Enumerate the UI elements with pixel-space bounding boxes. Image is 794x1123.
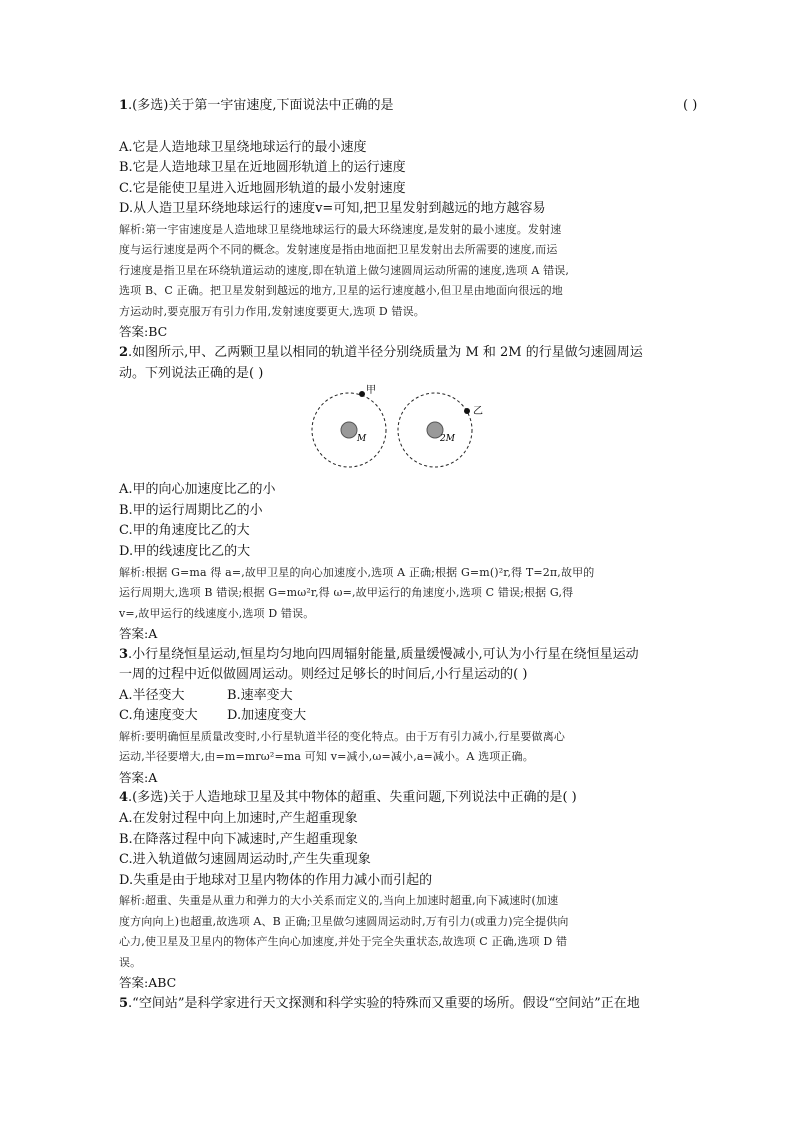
explanation-line: 运行周期大,选项 B 错误;根据 G=mω²r,得 ω=,故甲运行的角速度小,选项 C 错误;根据 G,得: [119, 586, 574, 600]
explanation-line: 方运动时,要克服万有引力作用,发射速度要更大,选项 D 错误。: [119, 304, 425, 318]
question-3-stem: 3.小行星绕恒星运动,恒星均匀地向四周辐射能量,质量缓慢减小,可认为小行星在绕恒星运动: [119, 646, 639, 662]
label-m: M: [357, 434, 367, 445]
question-list: [119, 96, 698, 1014]
explanation-line: 心力,使卫星及卫星内的物体产生向心加速度,并处于完全失重状态,故选项 C 正确,选项 D 错: [119, 935, 568, 949]
planet-m: [341, 422, 357, 438]
option-c: C.角速度变大: [119, 708, 198, 724]
option-d: D.从人造卫星环绕地球运行的速度v=可知,把卫星发射到越远的地方越容易: [119, 201, 546, 217]
question-number: 4: [119, 790, 129, 806]
question-4-stem: 4.(多选)关于人造地球卫星及其中物体的超重、失重问题,下列说法中正确的是( ): [119, 790, 577, 806]
option-a: A.半径变大: [119, 687, 185, 703]
explanation-label: 解析:: [119, 894, 146, 908]
answer-blank: ( ): [683, 98, 698, 113]
orbit-yi: [398, 393, 483, 467]
question-2-stem: 2.如图所示,甲、乙两颗卫星以相同的轨道半径分别绕质量为 M 和 2M 的行星做匀速圆周运: [119, 344, 643, 360]
orbit-jia: [312, 384, 386, 467]
explanation-line: v=,故甲运行的线速度小,选项 D 错误。: [119, 606, 315, 620]
label-jia: 甲: [366, 385, 376, 397]
answer: 答案:ABC: [119, 975, 177, 991]
explanation-line: 解析:第一宇宙速度是人造地球卫星绕地球运行的最大环绕速度,是发射的最小速度。发射速: [119, 222, 562, 236]
option-row: [119, 686, 679, 707]
explanation-line: 解析:根据 G=ma 得 a=,故甲卫星的向心加速度小,选项 A 正确;根据 G=m()²r,得 T=2π,故甲的: [119, 565, 595, 579]
explanation-label: 解析:: [119, 222, 146, 236]
question-number: 5: [119, 995, 129, 1011]
question-3-stem-cont: 一周的过程中近似做圆周运动。则经过足够长的时间后,小行星运动的( ): [119, 667, 528, 683]
satellite-yi: [464, 408, 470, 414]
explanation-line: 运动,半径要增大,由=m=mrω²=ma 可知 v=减小,ω=减小,a=减小。A 选项正确。: [119, 750, 534, 764]
option-b: B.速率变大: [227, 687, 293, 703]
explanation-line: 行速度是指卫星在环绕轨道运动的速度,即在轨道上做匀速圆周运动所需的速度,选项 A 错误,: [119, 263, 570, 277]
explanation-line: 度方向向上)也超重,故选项 A、B 正确;卫星做匀速圆周运动时,万有引力(或重力)完全提供向: [119, 914, 569, 928]
answer: 答案:BC: [119, 324, 168, 340]
option-c: C.它是能使卫星进入近地圆形轨道的最小发射速度: [119, 180, 406, 196]
option-d: D.失重是由于地球对卫星内物体的作用力减小而引起的: [119, 872, 433, 888]
option-a: A.甲的向心加速度比乙的小: [119, 482, 276, 498]
orbit-diagram: [309, 384, 609, 474]
label-yi: 乙: [473, 406, 483, 418]
explanation-line: 选项 B、C 正确。把卫星发射到越远的地方,卫星的运行速度越小,但卫星由地面向很远的地: [119, 284, 563, 298]
option-b: B.它是人造地球卫星在近地圆形轨道上的运行速度: [119, 160, 406, 176]
option-c: C.甲的角速度比乙的大: [119, 523, 250, 539]
option-row: [119, 706, 679, 727]
question-number: 1: [119, 98, 129, 113]
answer: 答案:A: [119, 626, 158, 642]
explanation-line: 度与运行速度是两个不同的概念。发射速度是指由地面把卫星发射出去所需要的速度,而运: [119, 243, 558, 257]
option-b: B.甲的运行周期比乙的小: [119, 502, 263, 518]
option-b: B.在降落过程中向下减速时,产生超重现象: [119, 831, 358, 847]
label-2m: 2M: [440, 434, 455, 445]
question-1-stem: 1.(多选)关于第一宇宙速度,下面说法中正确的是 ( ): [119, 96, 679, 117]
question-number: 3: [119, 646, 129, 662]
explanation-label: 解析:: [119, 729, 146, 743]
option-d: D.甲的线速度比乙的大: [119, 543, 251, 559]
explanation-line: 解析:要明确恒星质量改变时,小行星轨道半径的变化特点。由于万有引力减小,行星要做离心: [119, 729, 565, 743]
orbit-figure: [119, 384, 679, 480]
answer: 答案:A: [119, 769, 158, 785]
question-5-stem: 5.“空间站”是科学家进行天文探测和科学实验的特殊而又重要的场所。假设“空间站”正在地: [119, 995, 640, 1011]
satellite-jia: [359, 391, 365, 397]
option-d: D.加速度变大: [227, 708, 307, 724]
question-number: 2: [119, 344, 129, 360]
option-a: A.在发射过程中向上加速时,产生超重现象: [119, 811, 358, 826]
question-2-stem-cont: 动。下列说法正确的是( ): [119, 365, 264, 381]
explanation-line: 解析:超重、失重是从重力和弹力的大小关系而定义的,当向上加速时超重,向下减速时(加速: [119, 894, 559, 908]
option-a: A.它是人造地球卫星绕地球运行的最小速度: [119, 139, 367, 155]
explanation-line: 误。: [119, 955, 142, 969]
explanation-label: 解析:: [119, 565, 146, 579]
option-c: C.进入轨道做匀速圆周运动时,产生失重现象: [119, 852, 371, 868]
